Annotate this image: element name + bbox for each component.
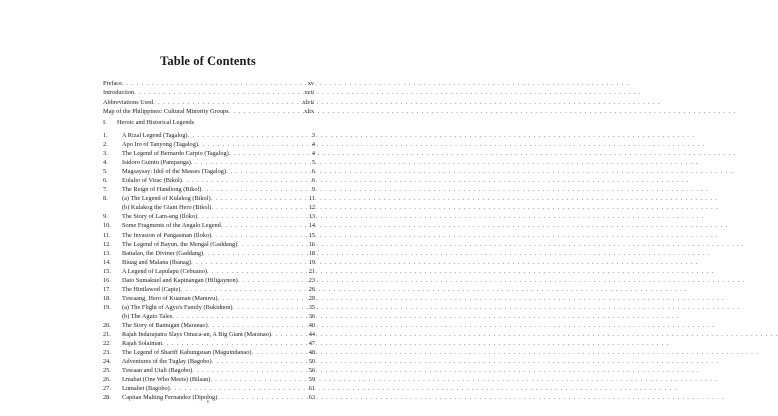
- entry-row: [103, 357, 315, 366]
- section-heading: [103, 118, 194, 127]
- front-matter-page-number: xlvii: [302, 98, 314, 106]
- entry-row: [103, 285, 315, 294]
- entry-row: [103, 203, 315, 212]
- entry-number: 26.: [103, 376, 111, 384]
- entry-number: 27.: [103, 385, 111, 393]
- entry-page-number: 44: [308, 331, 315, 339]
- entry-label: Rajah Indarapatra Slays Omaca-an, A Big Giant (Maranao): [122, 331, 271, 339]
- entry-page-number: 23: [308, 276, 315, 284]
- dot-leader: [201, 185, 310, 194]
- entry-page-number: 59: [308, 376, 315, 384]
- dot-leader: [237, 240, 307, 249]
- entry-page-number: 5: [311, 159, 315, 167]
- entry-label: The Legend of Shariff Kabungsuan (Maguindanao): [122, 349, 252, 357]
- entry-number: 3.: [103, 150, 108, 158]
- dot-leader: [226, 167, 311, 176]
- dot-leader: [134, 88, 303, 97]
- entry-page-number: 9: [311, 186, 315, 194]
- entry-label: The Reign of Handiong (Bikol): [122, 186, 202, 194]
- page-title: Table of Contents: [160, 54, 256, 68]
- dot-leader: [211, 194, 308, 203]
- dot-leader: [172, 312, 307, 321]
- entry-row: [103, 194, 315, 203]
- dot-leader: [203, 249, 308, 258]
- entry-label: Some Fragments of the Angalo Legend: [122, 222, 221, 230]
- entry-row: [103, 366, 315, 375]
- entry-number: 12.: [103, 240, 111, 248]
- entry-row: [103, 348, 315, 357]
- entry-label: (b) The Aguio Tales: [122, 312, 173, 320]
- dot-leader: [162, 339, 308, 348]
- entry-row: [103, 140, 315, 149]
- entry-page-number: 4: [311, 150, 315, 158]
- front-matter-row: [103, 98, 314, 107]
- entry-number: 11.: [103, 231, 111, 239]
- dot-leader: [271, 330, 308, 339]
- entry-number: 4.: [103, 159, 108, 167]
- entry-label: (a) The Flight of Agyu's Family (Bukidnon): [122, 303, 233, 311]
- entry-row: [103, 312, 315, 321]
- entry-label: The Legend of Bayun, the Mengal (Gaddang): [122, 240, 238, 248]
- entry-page-number: 15: [308, 231, 315, 239]
- entry-label: The Story of Lam-ang (Iloko): [122, 213, 198, 221]
- entry-number: 16.: [103, 276, 111, 284]
- front-matter-row: [103, 107, 314, 116]
- dot-leader: [229, 149, 311, 158]
- entry-page-number: 6: [311, 177, 315, 185]
- entry-label: Adventures of the Tuglay (Bagobo): [122, 358, 212, 366]
- entry-label: Isidoro Guintu (Pampanga): [122, 159, 191, 167]
- dot-leader: [207, 267, 308, 276]
- entry-page-number: 16: [308, 240, 315, 248]
- entry-label: A Legend of Lapulapu (Cebuano): [122, 267, 207, 275]
- entry-row: [103, 167, 315, 176]
- front-matter-list: [103, 79, 314, 116]
- entry-page-number: 56: [308, 367, 315, 375]
- entry-number: 22.: [103, 340, 111, 348]
- front-matter-label: Introduction: [103, 89, 135, 97]
- entry-number: 24.: [103, 358, 111, 366]
- entry-row: [103, 330, 315, 339]
- entry-number: 7.: [103, 186, 108, 194]
- entry-label: A Rizal Legend (Tagalog): [122, 132, 188, 139]
- front-matter-page-number: xvii: [304, 89, 314, 97]
- entry-page-number: 63: [308, 394, 315, 402]
- dot-leader: [212, 357, 308, 366]
- entry-label: Eulalio of Virac (Bikol): [122, 177, 182, 185]
- dot-leader: [229, 107, 304, 116]
- entry-number: 5.: [103, 168, 108, 176]
- entry-page-number: 12: [308, 204, 315, 212]
- entry-label: Battalan, the Diviner (Gaddang): [122, 249, 204, 257]
- entry-page-number: 4: [311, 141, 315, 149]
- dot-leader: [221, 221, 308, 230]
- entry-page-number: 14: [308, 222, 315, 230]
- entry-label: Biuag and Malana (Ibanag): [122, 258, 192, 266]
- entry-label: The Story of Bantugan (Maranao): [122, 321, 208, 329]
- entry-number: 23.: [103, 349, 111, 357]
- dot-leader: [217, 294, 307, 303]
- entry-row: [103, 240, 315, 249]
- entry-label: Apo Iro of Tanyong (Tagalog): [122, 141, 198, 149]
- dot-leader: [153, 98, 301, 107]
- entry-page-number: 50: [308, 358, 315, 366]
- dot-leader: [191, 158, 311, 167]
- entry-page-number: 21: [308, 267, 315, 275]
- entry-page-number: 19: [308, 258, 315, 266]
- front-matter-page-number: xv: [307, 80, 314, 87]
- section-title: Heroic and Historical Legends: [117, 119, 195, 126]
- dot-leader: [198, 140, 311, 149]
- entry-number: 10.: [103, 222, 111, 230]
- entry-number: 13.: [103, 249, 111, 257]
- entry-label: (b) Kulakog the Giant Hero (Bikol): [122, 204, 212, 212]
- entry-number: 21.: [103, 331, 111, 339]
- entry-number: 18.: [103, 294, 111, 302]
- front-matter-label: Map of the Philippines: Cultural Minority Groups: [103, 107, 229, 115]
- entry-row: [103, 221, 315, 230]
- entry-page-number: 11: [308, 195, 315, 203]
- entry-number: 28.: [103, 394, 111, 402]
- entry-row: [103, 267, 315, 276]
- front-matter-label: Abbreviations Used: [103, 98, 154, 106]
- front-matter-label: Preface: [103, 80, 122, 87]
- entry-page-number: 26: [308, 285, 315, 293]
- entry-row: [103, 276, 315, 285]
- entry-label: Dato Sumakuel and Kapinangan (Hiligaynon): [122, 276, 238, 284]
- entry-number: 6.: [103, 177, 108, 185]
- dot-leader: [187, 131, 310, 140]
- entry-number: 19.: [103, 303, 111, 311]
- entry-page-number: 36: [308, 312, 315, 320]
- entry-page-number: 61: [308, 385, 315, 393]
- page-number: v: [206, 400, 210, 405]
- entry-label: The Hinilawod (Capiz): [122, 285, 181, 293]
- dot-leader: [192, 366, 307, 375]
- entry-page-number: 6: [311, 168, 315, 176]
- entry-row: [103, 321, 315, 330]
- entry-row: [103, 303, 315, 312]
- entry-number: 17.: [103, 285, 111, 293]
- entry-number: 25.: [103, 367, 111, 375]
- entry-label: (a) The Legend of Kulakog (Bikol): [122, 195, 211, 203]
- entry-page-number: 18: [308, 249, 315, 257]
- dot-leader: [122, 79, 307, 88]
- entry-page-number: 29: [308, 294, 315, 302]
- entry-label: Tuwaan and Utali (Bagobo): [122, 367, 193, 375]
- entry-row: [103, 258, 315, 267]
- dot-leader: [170, 384, 308, 393]
- entry-row: [103, 149, 315, 158]
- entry-row: [103, 158, 315, 167]
- dot-leader: [197, 212, 308, 221]
- entry-row: [103, 384, 315, 393]
- dot-leader: [211, 203, 307, 212]
- entry-number: 15.: [103, 267, 111, 275]
- front-matter-row: [103, 79, 314, 88]
- entry-page-number: 47: [308, 340, 315, 348]
- entry-row: [103, 231, 315, 240]
- dot-leader: [233, 303, 308, 312]
- entries-list: [103, 131, 315, 402]
- entry-label: Capitan Malting Fernandez (Dipolog): [122, 394, 218, 402]
- dot-leader: [251, 348, 307, 357]
- entry-number: 1.: [103, 132, 108, 139]
- entry-page-number: 3: [311, 132, 315, 139]
- entry-label: The Invasion of Pangasinan (Iloko): [122, 231, 212, 239]
- entry-row: [103, 294, 315, 303]
- dot-leader: [208, 321, 308, 330]
- dot-leader: [182, 176, 311, 185]
- entry-number: 20.: [103, 321, 111, 329]
- dot-leader: [238, 276, 308, 285]
- entry-label: Tuwaang, Hero of Kuaman (Manuvu): [122, 294, 218, 302]
- front-matter-row: [103, 88, 314, 97]
- dot-leader: [210, 375, 307, 384]
- dot-leader: [191, 258, 308, 267]
- entry-page-number: 48: [308, 349, 315, 357]
- entry-label: Magsaysay: Idol of the Masses (Tagalog): [122, 168, 226, 176]
- front-matter-page-number: xlix: [304, 107, 314, 115]
- entry-label: The Legend of Bernardo Carpio (Tagalog): [122, 150, 229, 158]
- entry-page-number: 35: [308, 303, 315, 311]
- entry-number: 8.: [103, 195, 108, 203]
- entry-row: [103, 176, 315, 185]
- entry-label: Rajah Solaiman: [122, 340, 163, 348]
- entry-row: [103, 249, 315, 258]
- entry-number: 14.: [103, 258, 111, 266]
- entry-row: [103, 212, 315, 221]
- entry-row: [103, 375, 315, 384]
- section-numeral: I.: [103, 119, 107, 126]
- dot-leader: [180, 285, 307, 294]
- entry-number: 2.: [103, 141, 108, 149]
- entry-label: Lmabat (One Who Meets) (Bilaan): [122, 376, 211, 384]
- entry-page-number: 40: [308, 321, 315, 329]
- entry-number: 9.: [103, 213, 108, 221]
- entry-page-number: 13: [308, 213, 315, 221]
- dot-leader: [211, 231, 308, 240]
- entry-row: [103, 339, 315, 348]
- entry-label: Lumabet (Bagobo): [122, 385, 170, 393]
- entry-row: [103, 131, 315, 140]
- entry-row: [103, 185, 315, 194]
